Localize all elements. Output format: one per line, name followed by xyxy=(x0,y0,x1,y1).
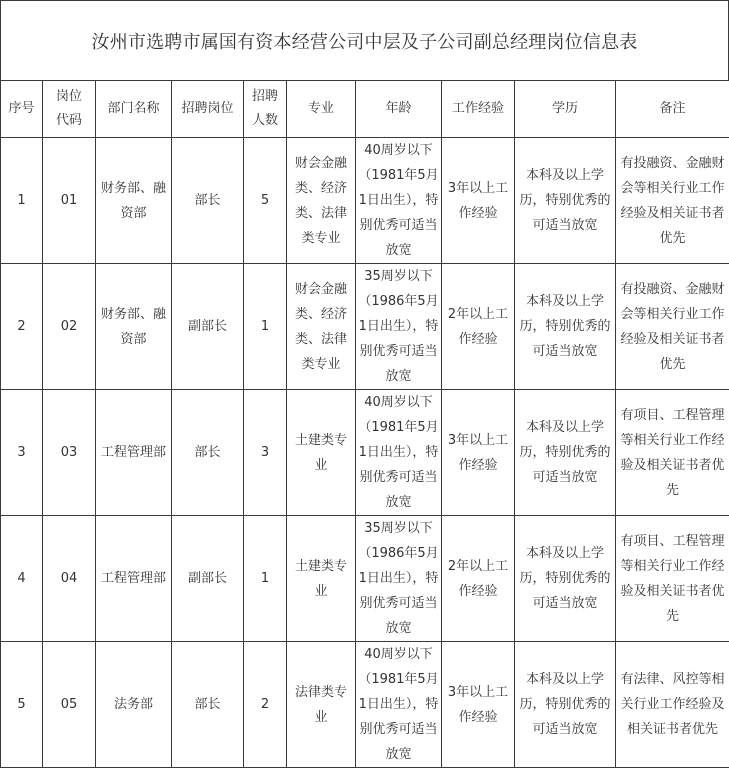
cell-education xyxy=(515,138,616,264)
header-code-line2: 代码 xyxy=(55,113,82,128)
cell-dept xyxy=(96,390,172,516)
cell-experience-text: 2年以上工作经验 xyxy=(447,558,509,599)
cell-count: 1 xyxy=(244,264,287,390)
header-age: 年龄 xyxy=(356,81,442,138)
cell-position: 部长 xyxy=(172,138,244,264)
cell-position: 副部长 xyxy=(172,264,244,390)
cell-experience xyxy=(442,516,515,642)
cell-index: 3 xyxy=(1,390,43,516)
cell-education xyxy=(515,390,616,516)
cell-index: 1 xyxy=(1,138,43,264)
cell-age-text: 40周岁以下（1981年5月1日出生），特别优秀可适当放宽 xyxy=(358,143,439,258)
cell-dept-text: 工程管理部 xyxy=(100,571,166,586)
cell-age-text: 40周岁以下（1981年5月1日出生），特别优秀可适当放宽 xyxy=(358,395,439,510)
header-count-line2: 人数 xyxy=(251,113,278,128)
table-row xyxy=(1,516,729,642)
cell-experience xyxy=(442,264,515,390)
cell-position: 部长 xyxy=(172,390,244,516)
cell-dept-text: 法务部 xyxy=(113,697,153,712)
table-row xyxy=(1,264,729,390)
cell-education-text: 本科及以上学历，特别优秀的可适当放宽 xyxy=(519,546,611,611)
cell-remarks-text: 有法律、风控等相关行业工作经验及相关证书者优先 xyxy=(620,672,725,737)
cell-age-text: 35周岁以下（1986年5月1日出生），特别优秀可适当放宽 xyxy=(358,521,439,636)
cell-code: 01 xyxy=(43,138,96,264)
cell-experience-text: 3年以上工作经验 xyxy=(447,684,509,725)
job-info-table xyxy=(0,80,729,768)
cell-age-text: 35周岁以下（1986年5月1日出生），特别优秀可适当放宽 xyxy=(358,269,439,384)
cell-index: 4 xyxy=(1,516,43,642)
header-remarks: 备注 xyxy=(616,81,729,138)
header-experience: 工作经验 xyxy=(442,81,515,138)
cell-count: 1 xyxy=(244,516,287,642)
cell-major-text: 土建类专业 xyxy=(294,432,347,473)
cell-dept xyxy=(96,264,172,390)
cell-education xyxy=(515,642,616,768)
cell-education xyxy=(515,516,616,642)
cell-experience-text: 3年以上工作经验 xyxy=(447,432,509,473)
cell-education-text: 本科及以上学历，特别优秀的可适当放宽 xyxy=(519,294,611,359)
cell-dept-text: 工程管理部 xyxy=(100,445,166,460)
table-title: 汝州市选聘市属国有资本经营公司中层及子公司副总经理岗位信息表 xyxy=(0,1,729,80)
cell-code: 05 xyxy=(43,642,96,768)
cell-major xyxy=(287,264,356,390)
header-index: 序号 xyxy=(1,81,43,138)
cell-education xyxy=(515,264,616,390)
cell-experience xyxy=(442,390,515,516)
cell-experience xyxy=(442,138,515,264)
cell-age xyxy=(356,642,442,768)
cell-major xyxy=(287,390,356,516)
header-code xyxy=(43,81,96,138)
header-row xyxy=(1,81,729,138)
header-dept: 部门名称 xyxy=(96,81,172,138)
cell-major xyxy=(287,138,356,264)
cell-age xyxy=(356,390,442,516)
cell-major-text: 法律类专业 xyxy=(294,684,347,725)
cell-major-text: 土建类专业 xyxy=(294,558,347,599)
cell-age-text: 40周岁以下（1981年5月1日出生），特别优秀可适当放宽 xyxy=(358,647,439,762)
cell-remarks xyxy=(616,642,729,768)
cell-major-text: 财会金融类、经济类、法律类专业 xyxy=(294,155,347,246)
cell-remarks xyxy=(616,390,729,516)
cell-major-text: 财会金融类、经济类、法律类专业 xyxy=(294,281,347,372)
cell-age xyxy=(356,516,442,642)
cell-major xyxy=(287,642,356,768)
cell-experience-text: 3年以上工作经验 xyxy=(447,180,509,221)
cell-remarks xyxy=(616,138,729,264)
header-code-line1: 岗位 xyxy=(55,89,82,104)
cell-age xyxy=(356,264,442,390)
cell-remarks-text: 有项目、工程管理等相关行业工作经验及相关证书者优先 xyxy=(620,407,725,498)
cell-remarks-text: 有投融资、金融财会等相关行业工作经验及相关证书者优先 xyxy=(620,155,725,246)
cell-education-text: 本科及以上学历，特别优秀的可适当放宽 xyxy=(519,672,611,737)
cell-remarks xyxy=(616,264,729,390)
cell-position: 副部长 xyxy=(172,516,244,642)
cell-remarks xyxy=(616,516,729,642)
cell-dept-text: 财务部、融资部 xyxy=(100,180,166,221)
cell-code: 02 xyxy=(43,264,96,390)
cell-dept xyxy=(96,138,172,264)
cell-code: 03 xyxy=(43,390,96,516)
cell-code: 04 xyxy=(43,516,96,642)
table-row xyxy=(1,642,729,768)
cell-dept xyxy=(96,516,172,642)
header-education: 学历 xyxy=(515,81,616,138)
cell-age xyxy=(356,138,442,264)
header-count xyxy=(244,81,287,138)
header-count-line1: 招聘 xyxy=(251,89,278,104)
header-major: 专业 xyxy=(287,81,356,138)
cell-experience-text: 2年以上工作经验 xyxy=(447,306,509,347)
cell-remarks-text: 有项目、工程管理等相关行业工作经验及相关证书者优先 xyxy=(620,533,725,624)
cell-count: 5 xyxy=(244,138,287,264)
cell-count: 3 xyxy=(244,390,287,516)
cell-position: 部长 xyxy=(172,642,244,768)
cell-major xyxy=(287,516,356,642)
table-row xyxy=(1,138,729,264)
cell-count: 2 xyxy=(244,642,287,768)
cell-dept xyxy=(96,642,172,768)
cell-index: 2 xyxy=(1,264,43,390)
table-row xyxy=(1,390,729,516)
header-position: 招聘岗位 xyxy=(172,81,244,138)
cell-experience xyxy=(442,642,515,768)
cell-education-text: 本科及以上学历，特别优秀的可适当放宽 xyxy=(519,420,611,485)
cell-dept-text: 财务部、融资部 xyxy=(100,306,166,347)
cell-index: 5 xyxy=(1,642,43,768)
cell-remarks-text: 有投融资、金融财会等相关行业工作经验及相关证书者优先 xyxy=(620,281,725,372)
cell-education-text: 本科及以上学历，特别优秀的可适当放宽 xyxy=(519,168,611,233)
